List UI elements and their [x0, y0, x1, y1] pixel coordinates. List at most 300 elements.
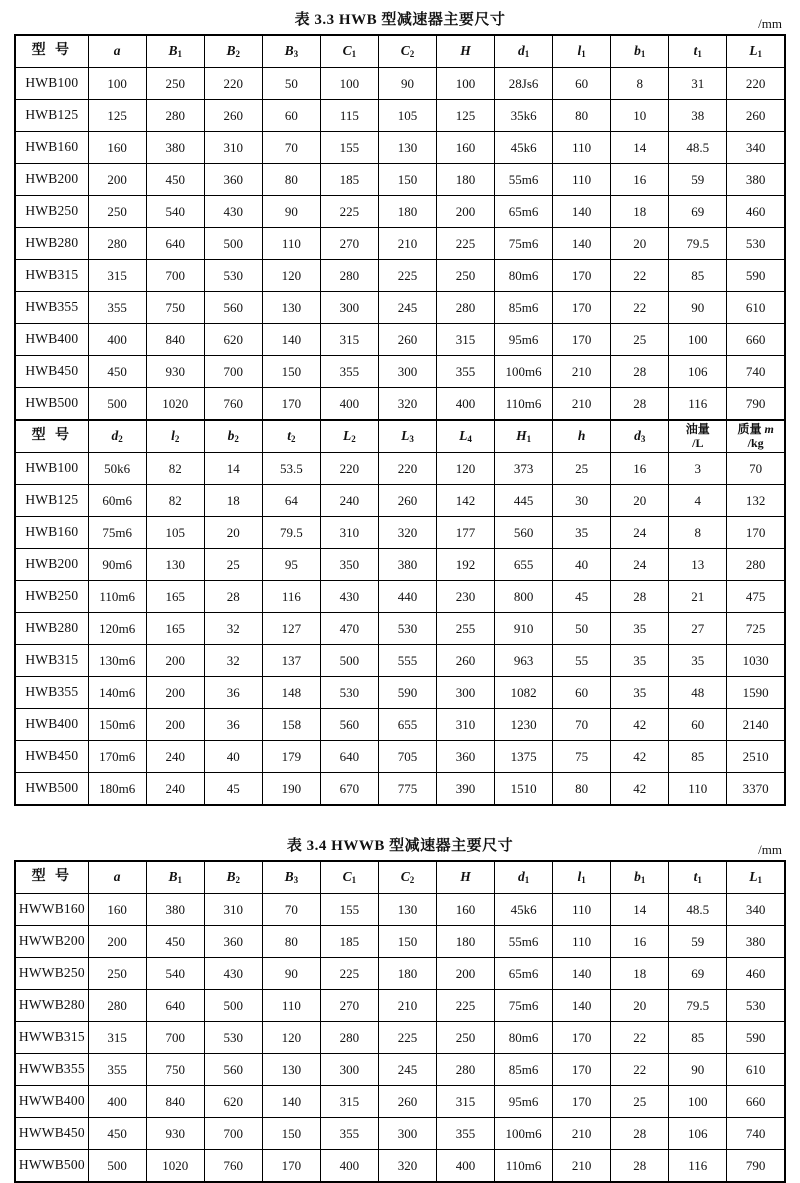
value-cell: 100 — [320, 68, 378, 100]
model-cell: HWB250 — [15, 196, 88, 228]
value-cell: 220 — [204, 68, 262, 100]
value-cell: 270 — [320, 228, 378, 260]
dimensions-table — [14, 34, 786, 806]
value-cell: 16 — [611, 926, 669, 958]
value-cell: 170 — [553, 260, 611, 292]
value-cell: 560 — [204, 1054, 262, 1086]
column-header: a — [88, 35, 146, 68]
model-cell: HWB450 — [15, 741, 88, 773]
value-cell: 106 — [669, 1118, 727, 1150]
value-cell: 28Js6 — [495, 68, 553, 100]
value-cell: 250 — [88, 958, 146, 990]
value-cell: 790 — [727, 388, 785, 421]
value-cell: 24 — [611, 549, 669, 581]
value-cell: 700 — [204, 1118, 262, 1150]
value-cell: 75m6 — [88, 517, 146, 549]
value-cell: 210 — [553, 1150, 611, 1183]
value-cell: 380 — [146, 132, 204, 164]
model-cell: HWWB200 — [15, 926, 88, 958]
value-cell: 220 — [378, 453, 436, 485]
value-cell: 80m6 — [495, 260, 553, 292]
value-cell: 35k6 — [495, 100, 553, 132]
value-cell: 400 — [320, 1150, 378, 1183]
table-unit-label: /mm — [758, 16, 782, 31]
value-cell: 705 — [378, 741, 436, 773]
table-block — [14, 8, 786, 806]
value-cell: 225 — [378, 260, 436, 292]
model-cell: HWB500 — [15, 388, 88, 421]
value-cell: 165 — [146, 613, 204, 645]
value-cell: 963 — [495, 645, 553, 677]
value-cell: 225 — [320, 958, 378, 990]
column-header: $L_4$ — [437, 420, 495, 453]
value-cell: 160 — [437, 132, 495, 164]
value-cell: 230 — [437, 581, 495, 613]
value-cell: 48.5 — [669, 894, 727, 926]
value-cell: 13 — [669, 549, 727, 581]
value-cell: 59 — [669, 926, 727, 958]
value-cell: 25 — [611, 324, 669, 356]
value-cell: 125 — [88, 100, 146, 132]
value-cell: 28 — [204, 581, 262, 613]
value-cell: 280 — [146, 100, 204, 132]
value-cell: 53.5 — [262, 453, 320, 485]
value-cell: 640 — [320, 741, 378, 773]
table-row — [15, 645, 785, 677]
value-cell: 28 — [611, 388, 669, 421]
model-cell: HWB100 — [15, 453, 88, 485]
value-cell: 45 — [553, 581, 611, 613]
value-cell: 500 — [204, 228, 262, 260]
column-header: $L_3$ — [378, 420, 436, 453]
value-cell: 35 — [669, 645, 727, 677]
value-cell: 140 — [553, 196, 611, 228]
model-cell: HWB200 — [15, 164, 88, 196]
value-cell: 450 — [146, 926, 204, 958]
value-cell: 85m6 — [495, 292, 553, 324]
value-cell: 640 — [146, 990, 204, 1022]
value-cell: 80 — [553, 773, 611, 806]
value-cell: 179 — [262, 741, 320, 773]
value-cell: 280 — [320, 260, 378, 292]
value-cell: 14 — [204, 453, 262, 485]
column-header: $b_1$ — [611, 35, 669, 68]
value-cell: 155 — [320, 894, 378, 926]
value-cell: 10 — [611, 100, 669, 132]
value-cell: 225 — [378, 1022, 436, 1054]
table-row — [15, 100, 785, 132]
value-cell: 1020 — [146, 388, 204, 421]
value-cell: 30 — [553, 485, 611, 517]
value-cell: 60m6 — [88, 485, 146, 517]
value-cell: 160 — [88, 894, 146, 926]
value-cell: 90 — [262, 958, 320, 990]
value-cell: 140 — [553, 958, 611, 990]
value-cell: 225 — [437, 990, 495, 1022]
column-header: $B_1$ — [146, 35, 204, 68]
column-header: $B_2$ — [204, 861, 262, 894]
table-row — [15, 1118, 785, 1150]
value-cell: 560 — [204, 292, 262, 324]
value-cell: 25 — [204, 549, 262, 581]
value-cell: 95m6 — [495, 1086, 553, 1118]
value-cell: 200 — [146, 645, 204, 677]
value-cell: 300 — [320, 292, 378, 324]
value-cell: 116 — [669, 1150, 727, 1183]
column-header: h — [553, 420, 611, 453]
value-cell: 460 — [727, 196, 785, 228]
value-cell: 27 — [669, 613, 727, 645]
value-cell: 440 — [378, 581, 436, 613]
value-cell: 50k6 — [88, 453, 146, 485]
value-cell: 65m6 — [495, 958, 553, 990]
value-cell: 28 — [611, 1150, 669, 1183]
value-cell: 280 — [320, 1022, 378, 1054]
value-cell: 350 — [320, 549, 378, 581]
value-cell: 310 — [437, 709, 495, 741]
value-cell: 590 — [727, 260, 785, 292]
value-cell: 158 — [262, 709, 320, 741]
value-cell: 315 — [320, 324, 378, 356]
value-cell: 740 — [727, 1118, 785, 1150]
value-cell: 320 — [378, 388, 436, 421]
column-header: $L_1$ — [727, 861, 785, 894]
value-cell: 120m6 — [88, 613, 146, 645]
column-header: $l_1$ — [553, 861, 611, 894]
value-cell: 20 — [204, 517, 262, 549]
value-cell: 90 — [378, 68, 436, 100]
value-cell: 840 — [146, 1086, 204, 1118]
value-cell: 110m6 — [495, 1150, 553, 1183]
value-cell: 85 — [669, 741, 727, 773]
value-cell: 110 — [262, 990, 320, 1022]
value-cell: 100m6 — [495, 356, 553, 388]
value-cell: 430 — [204, 196, 262, 228]
value-cell: 1590 — [727, 677, 785, 709]
value-cell: 28 — [611, 1118, 669, 1150]
value-cell: 36 — [204, 709, 262, 741]
value-cell: 127 — [262, 613, 320, 645]
value-cell: 2510 — [727, 741, 785, 773]
column-header: 油量 /L — [669, 420, 727, 453]
column-header: $C_2$ — [378, 35, 436, 68]
value-cell: 100 — [88, 68, 146, 100]
value-cell: 200 — [437, 196, 495, 228]
table-caption: 表 3.4 HWWB 型减速器主要尺寸 — [286, 838, 514, 854]
value-cell: 48.5 — [669, 132, 727, 164]
value-cell: 775 — [378, 773, 436, 806]
value-cell: 450 — [146, 164, 204, 196]
value-cell: 700 — [204, 356, 262, 388]
value-cell: 116 — [262, 581, 320, 613]
value-cell: 360 — [204, 164, 262, 196]
value-cell: 90 — [669, 1054, 727, 1086]
column-header: $t_1$ — [669, 861, 727, 894]
dimensions-table — [14, 860, 786, 1183]
value-cell: 24 — [611, 517, 669, 549]
value-cell: 82 — [146, 453, 204, 485]
value-cell: 500 — [88, 1150, 146, 1183]
table-row — [15, 958, 785, 990]
tables-container — [14, 8, 786, 1183]
value-cell: 475 — [727, 581, 785, 613]
model-cell: HWWB355 — [15, 1054, 88, 1086]
value-cell: 240 — [146, 741, 204, 773]
value-cell: 355 — [320, 1118, 378, 1150]
value-cell: 373 — [495, 453, 553, 485]
value-cell: 355 — [320, 356, 378, 388]
value-cell: 340 — [727, 132, 785, 164]
value-cell: 300 — [437, 677, 495, 709]
column-header: $t_1$ — [669, 35, 727, 68]
value-cell: 220 — [320, 453, 378, 485]
value-cell: 64 — [262, 485, 320, 517]
model-cell: HWB200 — [15, 549, 88, 581]
value-cell: 310 — [204, 132, 262, 164]
value-cell: 610 — [727, 1054, 785, 1086]
value-cell: 750 — [146, 292, 204, 324]
value-cell: 930 — [146, 356, 204, 388]
value-cell: 315 — [88, 1022, 146, 1054]
table-row — [15, 549, 785, 581]
column-header: $d_2$ — [88, 420, 146, 453]
value-cell: 125 — [437, 100, 495, 132]
column-header: $l_1$ — [553, 35, 611, 68]
value-cell: 185 — [320, 164, 378, 196]
value-cell: 18 — [611, 958, 669, 990]
model-cell: HWWB250 — [15, 958, 88, 990]
value-cell: 530 — [204, 260, 262, 292]
value-cell: 130 — [378, 132, 436, 164]
value-cell: 700 — [146, 260, 204, 292]
value-cell: 100 — [437, 68, 495, 100]
value-cell: 1230 — [495, 709, 553, 741]
table-row — [15, 1054, 785, 1086]
value-cell: 150 — [262, 356, 320, 388]
value-cell: 8 — [611, 68, 669, 100]
value-cell: 45 — [204, 773, 262, 806]
value-cell: 210 — [553, 1118, 611, 1150]
column-header: $B_3$ — [262, 861, 320, 894]
table-row — [15, 388, 785, 421]
value-cell: 315 — [320, 1086, 378, 1118]
table-unit-label: /mm — [758, 842, 782, 857]
table-row — [15, 356, 785, 388]
value-cell: 300 — [378, 356, 436, 388]
table-row — [15, 196, 785, 228]
value-cell: 1082 — [495, 677, 553, 709]
value-cell: 390 — [437, 773, 495, 806]
value-cell: 245 — [378, 292, 436, 324]
value-cell: 355 — [437, 356, 495, 388]
value-cell: 32 — [204, 645, 262, 677]
value-cell: 80 — [262, 926, 320, 958]
value-cell: 740 — [727, 356, 785, 388]
column-header: $C_1$ — [320, 35, 378, 68]
column-header: $b_1$ — [611, 861, 669, 894]
value-cell: 170 — [262, 388, 320, 421]
value-cell: 170 — [553, 1022, 611, 1054]
value-cell: 100 — [669, 324, 727, 356]
value-cell: 250 — [437, 260, 495, 292]
value-cell: 380 — [727, 926, 785, 958]
value-cell: 610 — [727, 292, 785, 324]
value-cell: 35 — [611, 645, 669, 677]
value-cell: 140 — [553, 990, 611, 1022]
value-cell: 160 — [437, 894, 495, 926]
value-cell: 530 — [378, 613, 436, 645]
value-cell: 148 — [262, 677, 320, 709]
column-header: $t_2$ — [262, 420, 320, 453]
value-cell: 380 — [378, 549, 436, 581]
value-cell: 31 — [669, 68, 727, 100]
value-cell: 116 — [669, 388, 727, 421]
value-cell: 260 — [727, 100, 785, 132]
value-cell: 48 — [669, 677, 727, 709]
table-row — [15, 132, 785, 164]
table-caption-row — [14, 834, 786, 860]
value-cell: 2140 — [727, 709, 785, 741]
value-cell: 310 — [204, 894, 262, 926]
table-caption-row — [14, 8, 786, 34]
value-cell: 60 — [669, 709, 727, 741]
value-cell: 280 — [437, 1054, 495, 1086]
value-cell: 220 — [727, 68, 785, 100]
table-row — [15, 581, 785, 613]
value-cell: 20 — [611, 228, 669, 260]
value-cell: 260 — [378, 324, 436, 356]
model-cell: HWB280 — [15, 228, 88, 260]
column-header: $B_3$ — [262, 35, 320, 68]
value-cell: 192 — [437, 549, 495, 581]
value-cell: 280 — [88, 990, 146, 1022]
value-cell: 110 — [669, 773, 727, 806]
value-cell: 560 — [495, 517, 553, 549]
value-cell: 300 — [378, 1118, 436, 1150]
table-row — [15, 228, 785, 260]
value-cell: 590 — [378, 677, 436, 709]
value-cell: 315 — [437, 324, 495, 356]
value-cell: 180m6 — [88, 773, 146, 806]
value-cell: 180 — [437, 926, 495, 958]
value-cell: 130 — [146, 549, 204, 581]
value-cell: 110 — [553, 894, 611, 926]
value-cell: 700 — [146, 1022, 204, 1054]
table-row — [15, 292, 785, 324]
value-cell: 250 — [88, 196, 146, 228]
value-cell: 400 — [88, 1086, 146, 1118]
value-cell: 110m6 — [495, 388, 553, 421]
value-cell: 445 — [495, 485, 553, 517]
value-cell: 100m6 — [495, 1118, 553, 1150]
value-cell: 1375 — [495, 741, 553, 773]
value-cell: 120 — [437, 453, 495, 485]
value-cell: 355 — [437, 1118, 495, 1150]
column-header: $d_3$ — [611, 420, 669, 453]
value-cell: 320 — [378, 1150, 436, 1183]
value-cell: 450 — [88, 1118, 146, 1150]
value-cell: 620 — [204, 324, 262, 356]
value-cell: 14 — [611, 894, 669, 926]
value-cell: 540 — [146, 958, 204, 990]
column-header: $B_2$ — [204, 35, 262, 68]
value-cell: 95 — [262, 549, 320, 581]
model-cell: HWB125 — [15, 485, 88, 517]
value-cell: 85 — [669, 1022, 727, 1054]
value-cell: 32 — [204, 613, 262, 645]
value-cell: 80m6 — [495, 1022, 553, 1054]
value-cell: 840 — [146, 324, 204, 356]
value-cell: 75m6 — [495, 228, 553, 260]
value-cell: 70 — [553, 709, 611, 741]
value-cell: 90 — [669, 292, 727, 324]
value-cell: 530 — [727, 228, 785, 260]
value-cell: 28 — [611, 356, 669, 388]
value-cell: 500 — [320, 645, 378, 677]
value-cell: 79.5 — [669, 228, 727, 260]
value-cell: 140 — [262, 324, 320, 356]
value-cell: 130 — [378, 894, 436, 926]
section-spacer — [14, 816, 786, 834]
value-cell: 170 — [553, 292, 611, 324]
value-cell: 225 — [437, 228, 495, 260]
value-cell: 14 — [611, 132, 669, 164]
value-cell: 1510 — [495, 773, 553, 806]
model-cell: HWWB315 — [15, 1022, 88, 1054]
model-cell: HWWB160 — [15, 894, 88, 926]
value-cell: 210 — [378, 990, 436, 1022]
table-row — [15, 894, 785, 926]
model-cell: HWWB450 — [15, 1118, 88, 1150]
value-cell: 16 — [611, 164, 669, 196]
value-cell: 560 — [320, 709, 378, 741]
value-cell: 55m6 — [495, 926, 553, 958]
value-cell: 55 — [553, 645, 611, 677]
model-cell: HWB100 — [15, 68, 88, 100]
value-cell: 70 — [727, 453, 785, 485]
value-cell: 82 — [146, 485, 204, 517]
model-cell: HWB280 — [15, 613, 88, 645]
column-header: $b_2$ — [204, 420, 262, 453]
value-cell: 430 — [204, 958, 262, 990]
model-cell: HWB500 — [15, 773, 88, 806]
value-cell: 59 — [669, 164, 727, 196]
value-cell: 18 — [204, 485, 262, 517]
value-cell: 22 — [611, 292, 669, 324]
value-cell: 280 — [88, 228, 146, 260]
value-cell: 260 — [204, 100, 262, 132]
value-cell: 380 — [727, 164, 785, 196]
value-cell: 150m6 — [88, 709, 146, 741]
value-cell: 18 — [611, 196, 669, 228]
table-header-row — [15, 861, 785, 894]
value-cell: 185 — [320, 926, 378, 958]
value-cell: 590 — [727, 1022, 785, 1054]
value-cell: 725 — [727, 613, 785, 645]
value-cell: 530 — [204, 1022, 262, 1054]
value-cell: 22 — [611, 1022, 669, 1054]
value-cell: 280 — [437, 292, 495, 324]
value-cell: 40 — [204, 741, 262, 773]
value-cell: 90m6 — [88, 549, 146, 581]
table-caption: 表 3.3 HWB 型减速器主要尺寸 — [294, 12, 506, 28]
value-cell: 80 — [553, 100, 611, 132]
value-cell: 620 — [204, 1086, 262, 1118]
value-cell: 170 — [553, 1054, 611, 1086]
value-cell: 55m6 — [495, 164, 553, 196]
value-cell: 8 — [669, 517, 727, 549]
value-cell: 470 — [320, 613, 378, 645]
